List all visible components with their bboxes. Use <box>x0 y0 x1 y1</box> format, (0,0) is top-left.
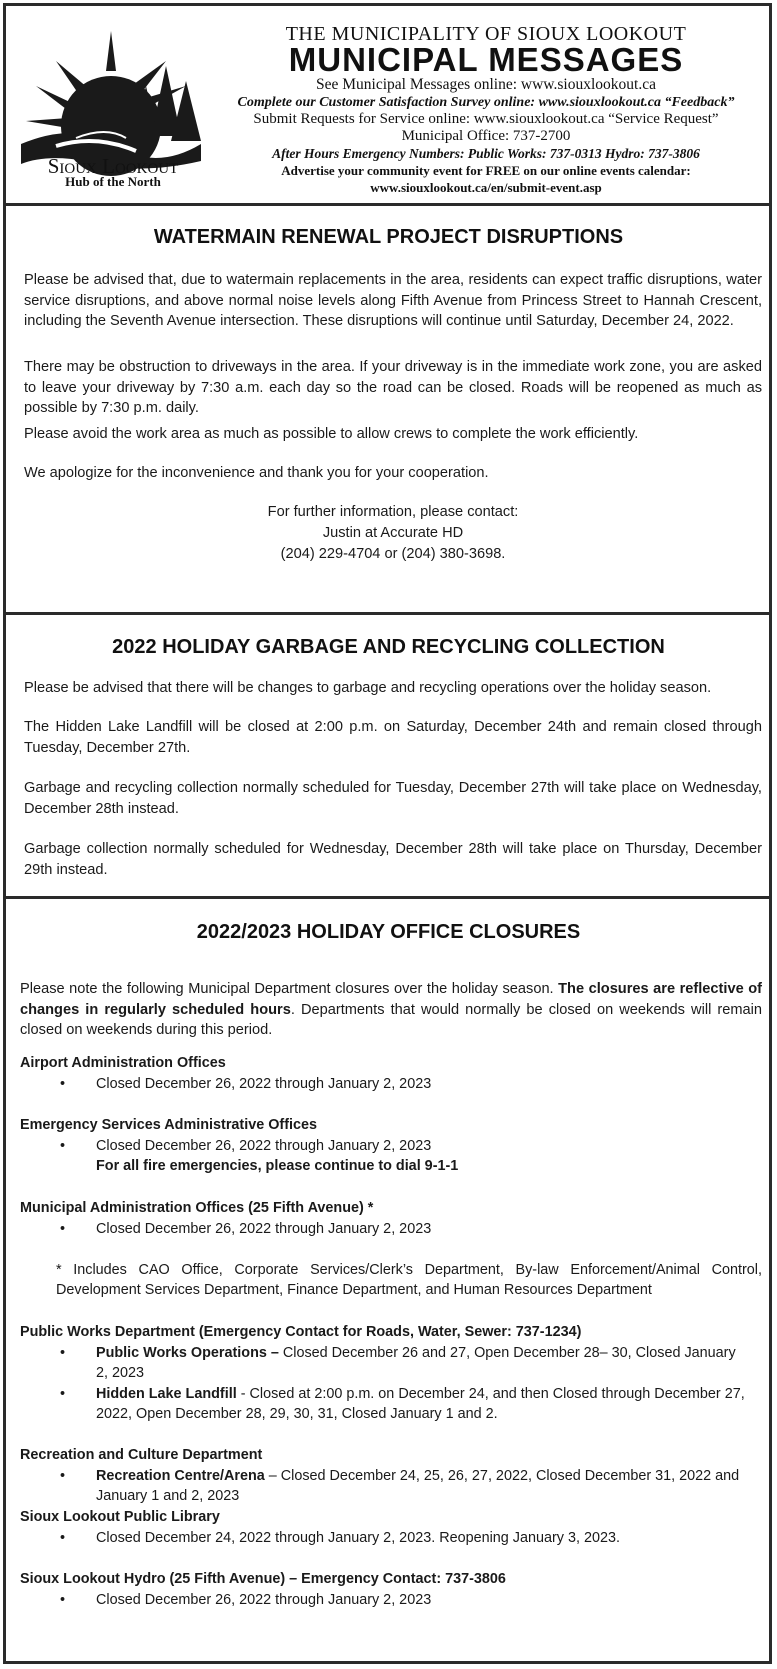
closures-intro <box>20 979 762 1041</box>
watermain-contact-heading: For further information, please contact: <box>267 504 519 520</box>
bullet-icon: • <box>60 1076 66 1092</box>
public-works-operations-label: Public Works Operations – <box>96 1345 283 1361</box>
recreation-centre-label: Recreation Centre/Arena <box>96 1468 265 1484</box>
masthead <box>6 6 771 206</box>
public-works-label: Public Works Department (Emergency Contact for Roads, Water, Sewer: 737-1234) <box>20 1324 582 1340</box>
watermain-contact-name: Justin at Accurate HD <box>322 525 464 541</box>
bullet-icon: • <box>60 1345 66 1361</box>
closures-section <box>6 896 771 1664</box>
recreation-label: Recreation and Culture Department <box>20 1447 263 1463</box>
garbage-section <box>6 612 771 896</box>
service-request-line: Submit Requests for Service online: www.siouxlookout.ca “Service Request” <box>253 111 719 127</box>
municipal-admin-label: Municipal Administration Offices (25 Fifth Avenue) * <box>20 1200 374 1216</box>
watermain-paragraph-3: Please avoid the work area as much as possible to allow crews to complete the work efficiently. <box>24 426 639 442</box>
watermain-contact-phone: (204) 229-4704 or (204) 380-3698. <box>280 546 506 562</box>
bullet-icon: • <box>60 1386 66 1402</box>
closures-intro-emphasis: The closures are reflective of changes in regularly scheduled hours <box>20 981 762 1018</box>
watermain-title: WATERMAIN RENEWAL PROJECT DISRUPTIONS <box>153 226 624 248</box>
watermain-paragraph-2: There may be obstruction to driveways in the area. If your driveway is in the immediate work zone, you are asked to leave your driveway by 7:30 a.m. each day so the road can be closed. Roads will be reopened as much as possible by 7:30 p.m. daily. <box>24 359 762 417</box>
bullet-icon: • <box>60 1468 66 1484</box>
online-link-line: See Municipal Messages online: www.siouxlookout.ca <box>316 76 656 93</box>
garbage-paragraph-3: Garbage and recycling collection normally scheduled for Tuesday, December 27th will take place on Wednesday, December 28th instead. <box>24 780 762 817</box>
municipal-closure-dates: Closed December 26, 2022 through January 2, 2023 <box>96 1221 432 1237</box>
closures-intro-text-end: . Departments that would normally be closed on weekends will remain closed on weekends during this period. <box>20 1001 762 1039</box>
watermain-paragraph-4: We apologize for the inconvenience and thank you for your cooperation. <box>24 465 489 481</box>
landfill-dates: - Closed at 2:00 p.m. on December 24, and then Closed through December 27, 2022, Open December 28, 29, 30, 31, Closed January 1 and 2. <box>96 1386 745 1422</box>
bullet-icon: • <box>60 1138 66 1154</box>
emergency-closure-dates: Closed December 26, 2022 through January 2, 2023 <box>96 1138 432 1154</box>
watermain-paragraph-1: Please be advised that, due to watermain replacements in the area, residents can expect traffic disruptions, water service disruptions, and above normal noise levels along Fifth Avenue from Princess Street to Hannah Crescent, including the Seventh Avenue intersection. These disruptions will continue until Saturday, December 24, 2022. <box>24 272 762 330</box>
public-works-operations-dates: Closed December 26 and 27, Open December 28– 30, Closed January 2, 2023 <box>96 1345 736 1381</box>
recreation-centre-item <box>96 1466 746 1506</box>
hydro-label: Sioux Lookout Hydro (25 Fifth Avenue) – Emergency Contact: 737-3806 <box>20 1571 506 1587</box>
garbage-title: 2022 HOLIDAY GARBAGE AND RECYCLING COLLECTION <box>112 636 665 658</box>
emergency-numbers-line: After Hours Emergency Numbers: Public Works: 737-0313 Hydro: 737-3806 <box>272 146 700 161</box>
masthead-text <box>206 24 766 196</box>
office-phone-line: Municipal Office: 737-2700 <box>401 128 571 144</box>
library-closure-dates: Closed December 24, 2022 through January 2, 2023. Reopening January 3, 2023. <box>96 1530 621 1546</box>
library-label: Sioux Lookout Public Library <box>20 1509 220 1525</box>
airport-label: Airport Administration Offices <box>20 1055 226 1071</box>
municipality-name: THE MUNICIPALITY OF SIOUX LOOKOUT <box>285 23 687 45</box>
emergency-services-label: Emergency Services Administrative Offices <box>20 1117 318 1133</box>
public-works-operations-item <box>96 1343 746 1383</box>
bullet-icon: • <box>60 1530 66 1546</box>
hydro-closure-dates: Closed December 26, 2022 through January 2, 2023 <box>96 1592 432 1608</box>
publication-title: MUNICIPAL MESSAGES <box>288 41 684 78</box>
airport-closure-dates: Closed December 26, 2022 through January 2, 2023 <box>96 1076 432 1092</box>
logo-name: Sioux Lookout <box>47 154 179 178</box>
municipal-includes-note: * Includes CAO Office, Corporate Services/Clerk’s Department, By-law Enforcement/Animal Control, Development Services Department, Finance Department, and Human Resources Department <box>56 1262 762 1298</box>
events-calendar-url: www.siouxlookout.ca/en/submit-event.asp <box>370 180 602 195</box>
fire-emergency-note: For all fire emergencies, please continue to dial 9-1-1 <box>96 1158 459 1174</box>
closures-intro-text: Please note the following Municipal Department closures over the holiday season. <box>20 981 559 997</box>
closures-title: 2022/2023 HOLIDAY OFFICE CLOSURES <box>196 921 581 943</box>
landfill-label: Hidden Lake Landfill <box>96 1386 237 1402</box>
survey-line: Complete our Customer Satisfaction Survey online: www.siouxlookout.ca “Feedback” <box>237 95 735 110</box>
recreation-centre-dates: – Closed December 24, 25, 26, 27, 2022, Closed December 31, 2022 and January 1 and 2, 2023 <box>96 1468 740 1504</box>
landfill-item <box>96 1384 746 1424</box>
watermain-section <box>6 203 771 612</box>
garbage-paragraph-2: The Hidden Lake Landfill will be closed at 2:00 p.m. on Saturday, December 24th and remain closed through Tuesday, December 27th. <box>24 719 762 756</box>
garbage-paragraph-1: Please be advised that there will be changes to garbage and recycling operations over the holiday season. <box>24 680 712 696</box>
logo-tagline: Hub of the North <box>65 174 161 189</box>
garbage-paragraph-4: Garbage collection normally scheduled for Wednesday, December 28th will take place on Thursday, December 29th instead. <box>24 841 762 878</box>
events-calendar-line: Advertise your community event for FREE on our online events calendar: <box>281 163 691 178</box>
bullet-icon: • <box>60 1592 66 1608</box>
bullet-icon: • <box>60 1221 66 1237</box>
